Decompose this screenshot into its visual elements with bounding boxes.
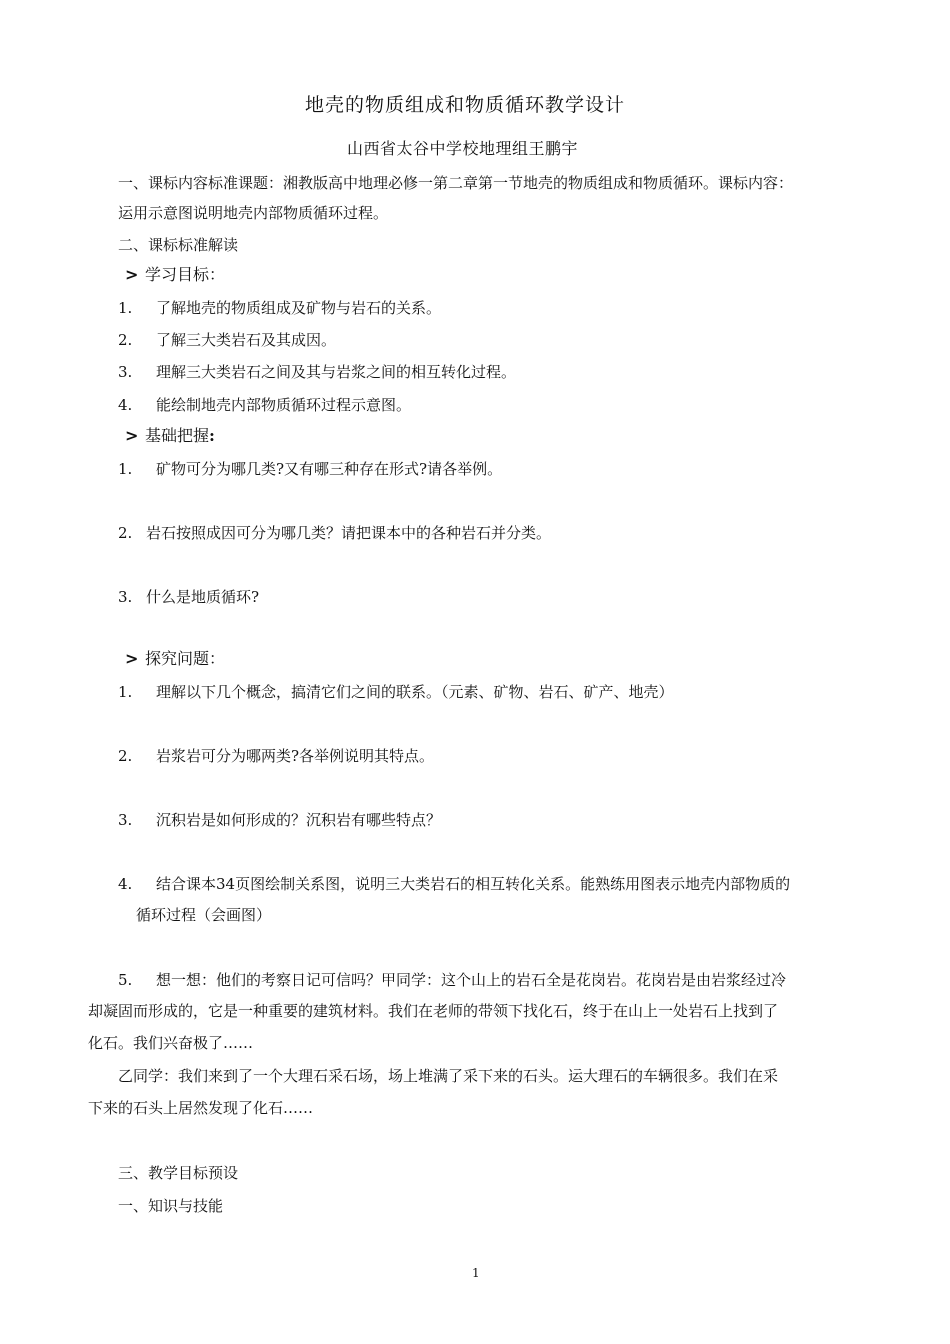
arrow-bullet-icon: >: [125, 649, 139, 668]
explore-item-5: 5. 想一想：他们的考察日记可信吗？甲同学：这个山上的岩石全是花岗岩。花岗岩是由岩浆经过冷: [118, 971, 787, 989]
basics-item: 1. 矿物可分为哪几类?又有哪三种存在形式?请各举例。: [118, 460, 503, 478]
goal-item: 4. 能绘制地壳内部物质循环过程示意图。: [118, 396, 412, 414]
section-3-heading: 三、教学目标预设: [118, 1164, 239, 1182]
goal-item: 3. 理解三大类岩石之间及其与岩浆之间的相互转化过程。: [118, 363, 517, 381]
explore-heading: [125, 648, 225, 670]
explore-item: 2. 岩浆岩可分为哪两类?各举例说明其特点。: [118, 747, 435, 765]
basics-heading: > 基础把握:: [125, 426, 215, 445]
explore-heading-text: 探究问题：: [145, 649, 226, 668]
standard-line-1: 一、课标内容标准课题：湘教版高中地理必修一第二章第一节地壳的物质组成和物质循环。课标内容：: [118, 174, 794, 192]
page-number: 1: [472, 1266, 480, 1280]
goals-heading: [125, 264, 225, 286]
section-3-subheading: 一、知识与技能: [118, 1197, 224, 1215]
explore-item-5-line: 却凝固而形成的，它是一种重要的建筑材料。我们在老师的带领下找化石，终于在山上一处岩石上找到了: [88, 1002, 779, 1020]
goal-item: 2. 了解三大类岩石及其成因。: [118, 331, 337, 349]
basics-item: 2. 岩石按照成因可分为哪几类？请把课本中的各种岩石并分类。: [118, 524, 552, 542]
standard-line-2: 运用示意图说明地壳内部物质循环过程。: [118, 204, 389, 222]
explore-item-5-line: 下来的石头上居然发现了化石……: [88, 1099, 314, 1117]
explore-item: 3. 沉积岩是如何形成的？沉积岩有哪些特点？: [118, 811, 442, 829]
document-title: 地壳的物质组成和物质循环教学设计: [305, 94, 626, 116]
explore-item-5-line: 化石。我们兴奋极了……: [88, 1034, 254, 1052]
basics-heading-text: 基础把握: [145, 426, 210, 445]
explore-item: 4. 结合课本34页图绘制关系图，说明三大类岩石的相互转化关系。能熟练用图表示地壳内部物质的: [118, 875, 791, 893]
document-author: 山西省太谷中学校地理组王鹏宇: [347, 139, 579, 158]
basics-item: 3. 什么是地质循环?: [118, 588, 260, 606]
section-2-heading: 二、课标标准解读: [118, 236, 239, 254]
explore-item: 1. 理解以下几个概念，搞清它们之间的联系。（元素、矿物、岩石、矿产、地壳）: [118, 683, 674, 701]
explore-item-continuation: 循环过程（会画图）: [136, 906, 272, 924]
goal-item: 1. 了解地壳的物质组成及矿物与岩石的关系。: [118, 299, 442, 317]
explore-item-5-line: 乙同学：我们来到了一个大理石采石场，场上堆满了采下来的石头。运大理石的车辆很多。我们在采: [118, 1067, 779, 1085]
arrow-bullet-icon: >: [125, 426, 139, 445]
arrow-bullet-icon: >: [125, 265, 139, 284]
goals-heading-text: 学习目标：: [145, 265, 226, 284]
